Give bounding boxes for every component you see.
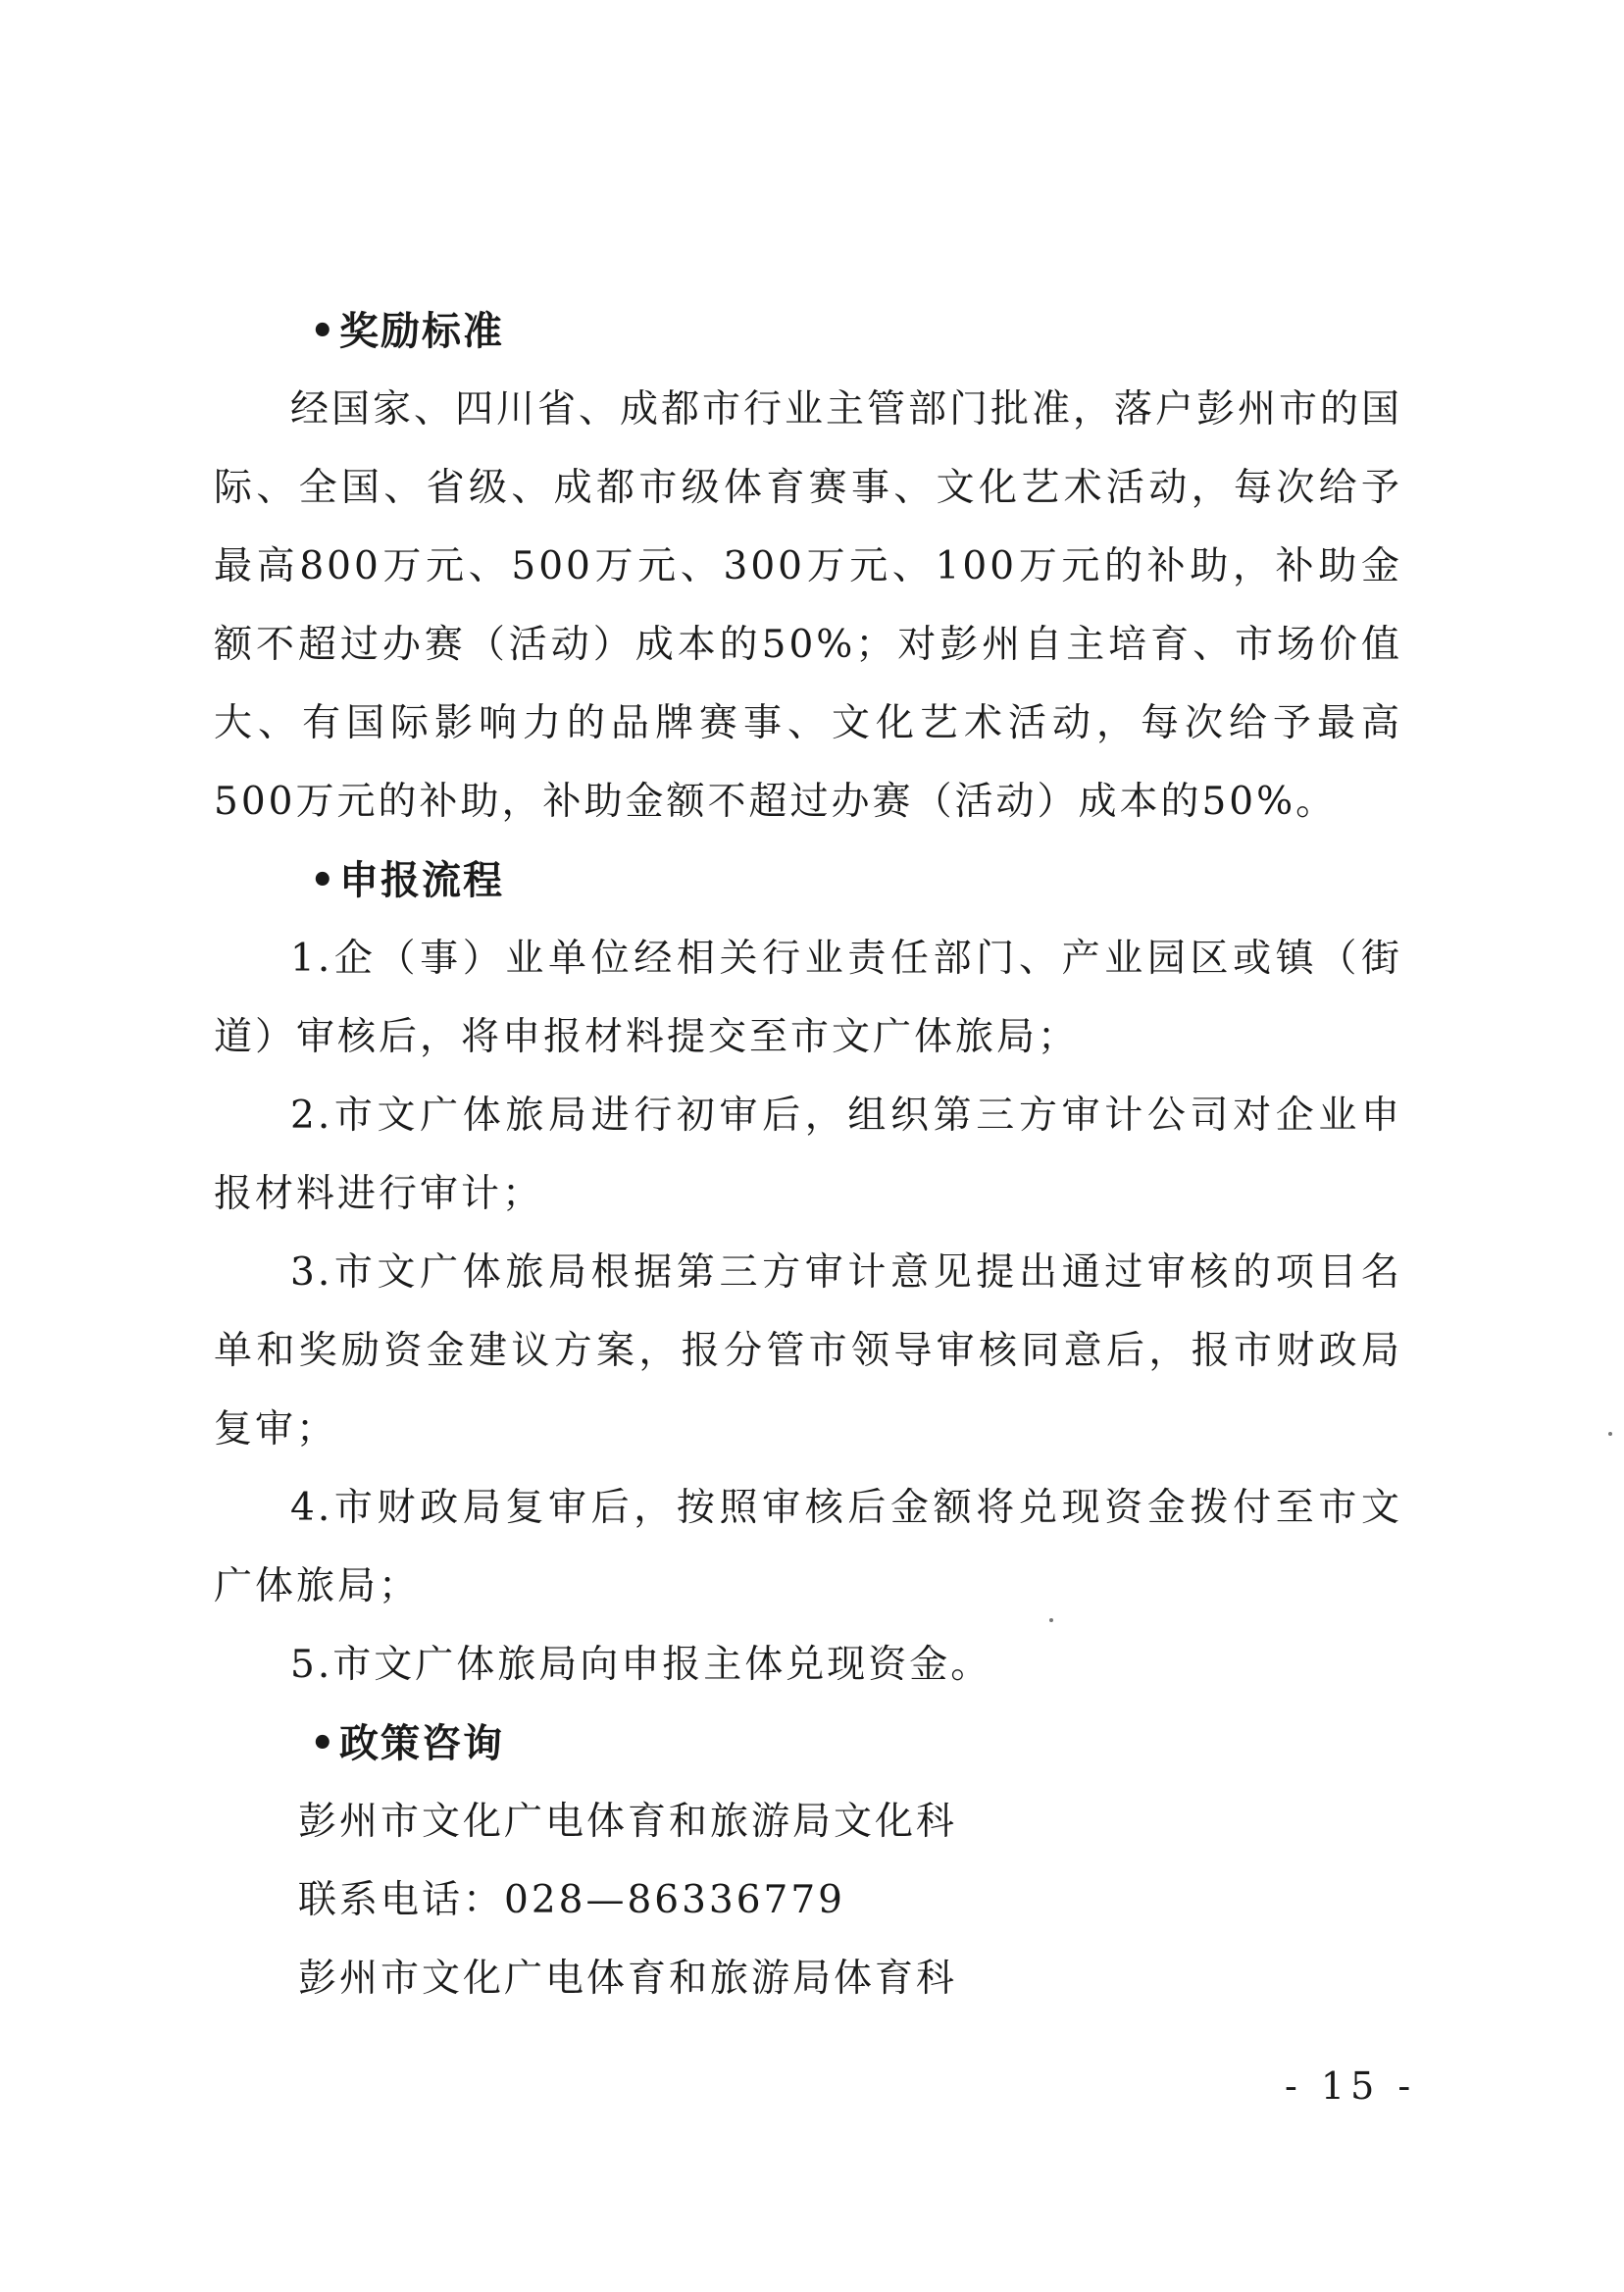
heading-title: 奖励标准	[339, 309, 504, 354]
section-heading-process	[214, 841, 1402, 920]
process-step-4: 4.市财政局复审后，按照审核后金额将兑现资金拨付至市文广体旅局；	[214, 1486, 1402, 1608]
process-step-1: 1.企（事）业单位经相关行业责任部门、产业园区或镇（街道）审核后，将申报材料提交至市文广体旅局；	[214, 937, 1402, 1059]
heading-bullet: •	[310, 1721, 337, 1766]
scan-speck	[1049, 1618, 1053, 1622]
heading-bullet: •	[310, 309, 337, 354]
page-number: - 15 -	[1285, 2064, 1417, 2108]
consult-phone: 联系电话：028—86336779	[298, 1878, 845, 1922]
section-heading-reward	[214, 292, 1402, 371]
page-content	[214, 292, 1402, 2018]
process-step-5: 5.市文广体旅局向申报主体兑现资金。	[290, 1643, 992, 1687]
section-heading-consult	[214, 1705, 1402, 1783]
consult-culture-dept: 彭州市文化广电体育和旅游局文化科	[298, 1800, 958, 1844]
consult-sports-dept: 彭州市文化广电体育和旅游局体育科	[298, 1957, 958, 2001]
reward-paragraph: 经国家、四川省、成都市行业主管部门批准，落户彭州市的国际、全国、省级、成都市级体育赛事、文化艺术活动，每次给予最高800万元、500万元、300万元、100万元的补助，补助金额不超过办赛（活动）成本的50%；对彭州自主培育、市场价值大、有国际影响力的品牌赛事、文化艺术活动，每次给予最高500万元的补助，补助金额不超过办赛（活动）成本的50%。	[214, 387, 1403, 824]
heading-title: 政策咨询	[339, 1721, 504, 1766]
scan-speck	[1608, 1432, 1612, 1436]
heading-bullet: •	[310, 858, 337, 903]
heading-title: 申报流程	[339, 858, 504, 903]
process-step-3: 3.市文广体旅局根据第三方审计意见提出通过审核的项目名单和奖励资金建议方案，报分管市领导审核同意后，报市财政局复审；	[214, 1250, 1402, 1452]
process-step-2: 2.市文广体旅局进行初审后，组织第三方审计公司对企业申报材料进行审计；	[214, 1094, 1402, 1216]
